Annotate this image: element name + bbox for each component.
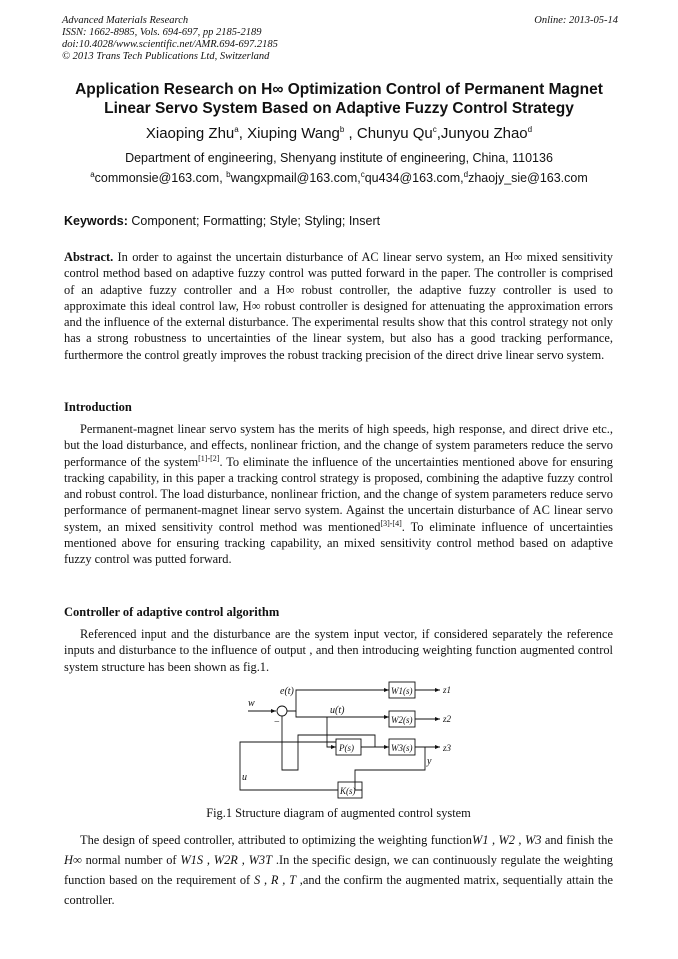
label-k: K(s) bbox=[340, 786, 356, 796]
label-y: y bbox=[427, 756, 432, 767]
label-w2: W2(s) bbox=[391, 715, 413, 725]
intro-text-2: . To eliminate the influence of the uncertainties mentioned above for ensuring tracking capability, in this paper a tracking control strategy is proposed, combining the adaptive fuzzy control and robust control. The load disturbance, nonlinear friction, and the change of system parameters reduce servo performance of permanent-magnet linear servo system. Against the uncertain disturbance of AC linear servo system, an mixed sensitivity control method was mentioned bbox=[64, 454, 613, 534]
figure-caption: Fig.1 Structure diagram of augmented control system bbox=[206, 806, 471, 820]
keywords-label: Keywords: bbox=[64, 214, 128, 228]
weighting-functions: W1 , W2 , W3 bbox=[472, 833, 542, 847]
arrow-z1 bbox=[435, 688, 440, 692]
keywords-text: Component; Formatting; Style; Styling; Insert bbox=[127, 214, 381, 228]
email-4-mark: d bbox=[463, 169, 469, 179]
journal-header bbox=[62, 15, 618, 63]
arrow-p bbox=[331, 745, 336, 749]
label-z1: z1 bbox=[443, 685, 452, 695]
citation-2: [3]-[4] bbox=[380, 518, 402, 528]
controller-paragraph: Referenced input and the disturbance are the system input vector, if considered separately the reference inputs and disturbance to the influence of output , and then introducing weighting function augmented control system structure has been shown as fig.1. bbox=[64, 627, 613, 674]
label-u: u bbox=[242, 772, 247, 783]
label-z3: z3 bbox=[443, 743, 452, 753]
arrow-w1 bbox=[384, 688, 389, 692]
title-line-2: Linear Servo System Based on Adaptive Fuzzy Control Strategy bbox=[104, 100, 574, 117]
arrow-w2 bbox=[384, 715, 389, 719]
label-w: w bbox=[248, 698, 255, 709]
design-text-5: ,and the confirm the augmented matrix, sequentially attain the controller. bbox=[64, 873, 613, 907]
arrow-w bbox=[271, 709, 276, 713]
controller-heading: Controller of adaptive control algorithm bbox=[64, 605, 280, 619]
label-et: e(t) bbox=[280, 686, 294, 697]
design-text-1: The design of speed controller, attributed to optimizing the weighting function bbox=[80, 833, 472, 847]
label-z2: z2 bbox=[443, 714, 452, 724]
block-diagram bbox=[230, 680, 480, 810]
author-1-mark: a bbox=[234, 125, 239, 134]
label-w3: W3(s) bbox=[391, 743, 413, 753]
intro-text-3: . To eliminate influence of uncertainties mentioned above for ensuring tracking capability, an mixed sensitivity control method based on adaptive fuzzy control was putted forward. bbox=[64, 519, 613, 567]
affiliation: Department of engineering, Shenyang institute of engineering, China, 110136 bbox=[125, 151, 553, 165]
label-ut: u(t) bbox=[330, 705, 345, 716]
title-line-1: Application Research on H∞ Optimization Control of Permanent Magnet bbox=[75, 81, 603, 98]
issn: ISSN: 1662-8985, Vols. 694-697, pp 2185-2189 bbox=[62, 27, 262, 38]
label-minus: − bbox=[274, 717, 280, 728]
paper-title bbox=[40, 80, 638, 118]
summing-junction bbox=[277, 706, 287, 716]
author-4: ,Junyou Zhao bbox=[436, 125, 528, 142]
label-p: P(s) bbox=[339, 743, 354, 753]
k-to-p-line bbox=[240, 742, 338, 790]
author-2: , Xiuping Wang bbox=[238, 125, 340, 142]
online-date: Online: 2013-05-14 bbox=[534, 15, 618, 26]
design-text-2: and finish the bbox=[541, 833, 614, 847]
email-1-mark: a bbox=[90, 169, 95, 179]
design-paragraph bbox=[64, 830, 613, 910]
email-2-mark: b bbox=[226, 169, 231, 179]
arrow-z2 bbox=[435, 717, 440, 721]
author-1: Xiaoping Zhu bbox=[145, 125, 235, 142]
email-3-mark: c bbox=[360, 169, 365, 179]
abstract bbox=[64, 249, 613, 363]
design-text-4: .In the specific design, we can continuously regulate the weighting function based on the requirement of bbox=[64, 853, 613, 887]
email-list bbox=[40, 171, 638, 186]
email-2: wangxpmail@163.com, bbox=[230, 171, 361, 185]
abstract-text: In order to against the uncertain disturbance of AC linear servo system, an H∞ mixed sensitivity control method based on adaptive fuzzy control was putted forward in the paper. The controller is comprised of an adaptive fuzzy controller and a H∞ robust controller, the adaptive fuzzy controller is used to approximate this ideal control law, H∞ robust controller is designed for attenuating the approximation errors and the influence of the external disturbance. The experimental results show that this control strategy not only has a strong robustness to uncertainties of the linear system, but also has a good tracking performance, furthermore the control greatly improves the robust tracking precision of the direct drive linear servo system. bbox=[64, 250, 613, 362]
author-2-mark: b bbox=[339, 125, 345, 134]
design-text-3: normal number of bbox=[81, 853, 181, 867]
copyright: © 2013 Trans Tech Publications Ltd, Switzerland bbox=[62, 51, 270, 62]
author-3: , Chunyu Qu bbox=[344, 125, 433, 142]
arrow-w3 bbox=[384, 745, 389, 749]
citation-1: [1]-[2] bbox=[198, 453, 220, 463]
introduction-heading: Introduction bbox=[64, 400, 132, 414]
u-to-p-line bbox=[327, 717, 336, 747]
email-1: commonsie@163.com, bbox=[94, 171, 227, 185]
y-to-k-line bbox=[355, 747, 425, 790]
doi: doi:10.4028/www.scientific.net/AMR.694-697.2185 bbox=[62, 39, 278, 50]
author-list bbox=[40, 125, 638, 143]
sensitivity-functions: S , R , T bbox=[253, 873, 297, 887]
label-w1: W1(s) bbox=[391, 686, 413, 696]
arrow-z3 bbox=[435, 745, 440, 749]
email-4: zhaojy_sie@163.com bbox=[468, 171, 588, 185]
weighted-sensitivities: W1S , W2R , W3T bbox=[180, 853, 273, 867]
intro-text-1: Permanent-magnet linear servo system has the merits of high speeds, high response, and direct drive etc., but the load disturbance, and effects, nonlinear friction, and the change of system parameters reduce the servo performance of the system bbox=[64, 422, 613, 469]
author-4-mark: d bbox=[527, 125, 533, 134]
introduction-paragraph bbox=[64, 421, 613, 568]
journal-name: Advanced Materials Research bbox=[62, 15, 189, 26]
keywords bbox=[64, 214, 380, 228]
h-infinity: H∞ bbox=[64, 853, 82, 867]
abstract-label: Abstract. bbox=[64, 250, 114, 264]
author-3-mark: c bbox=[432, 125, 437, 134]
email-3: qu434@163.com, bbox=[364, 171, 464, 185]
